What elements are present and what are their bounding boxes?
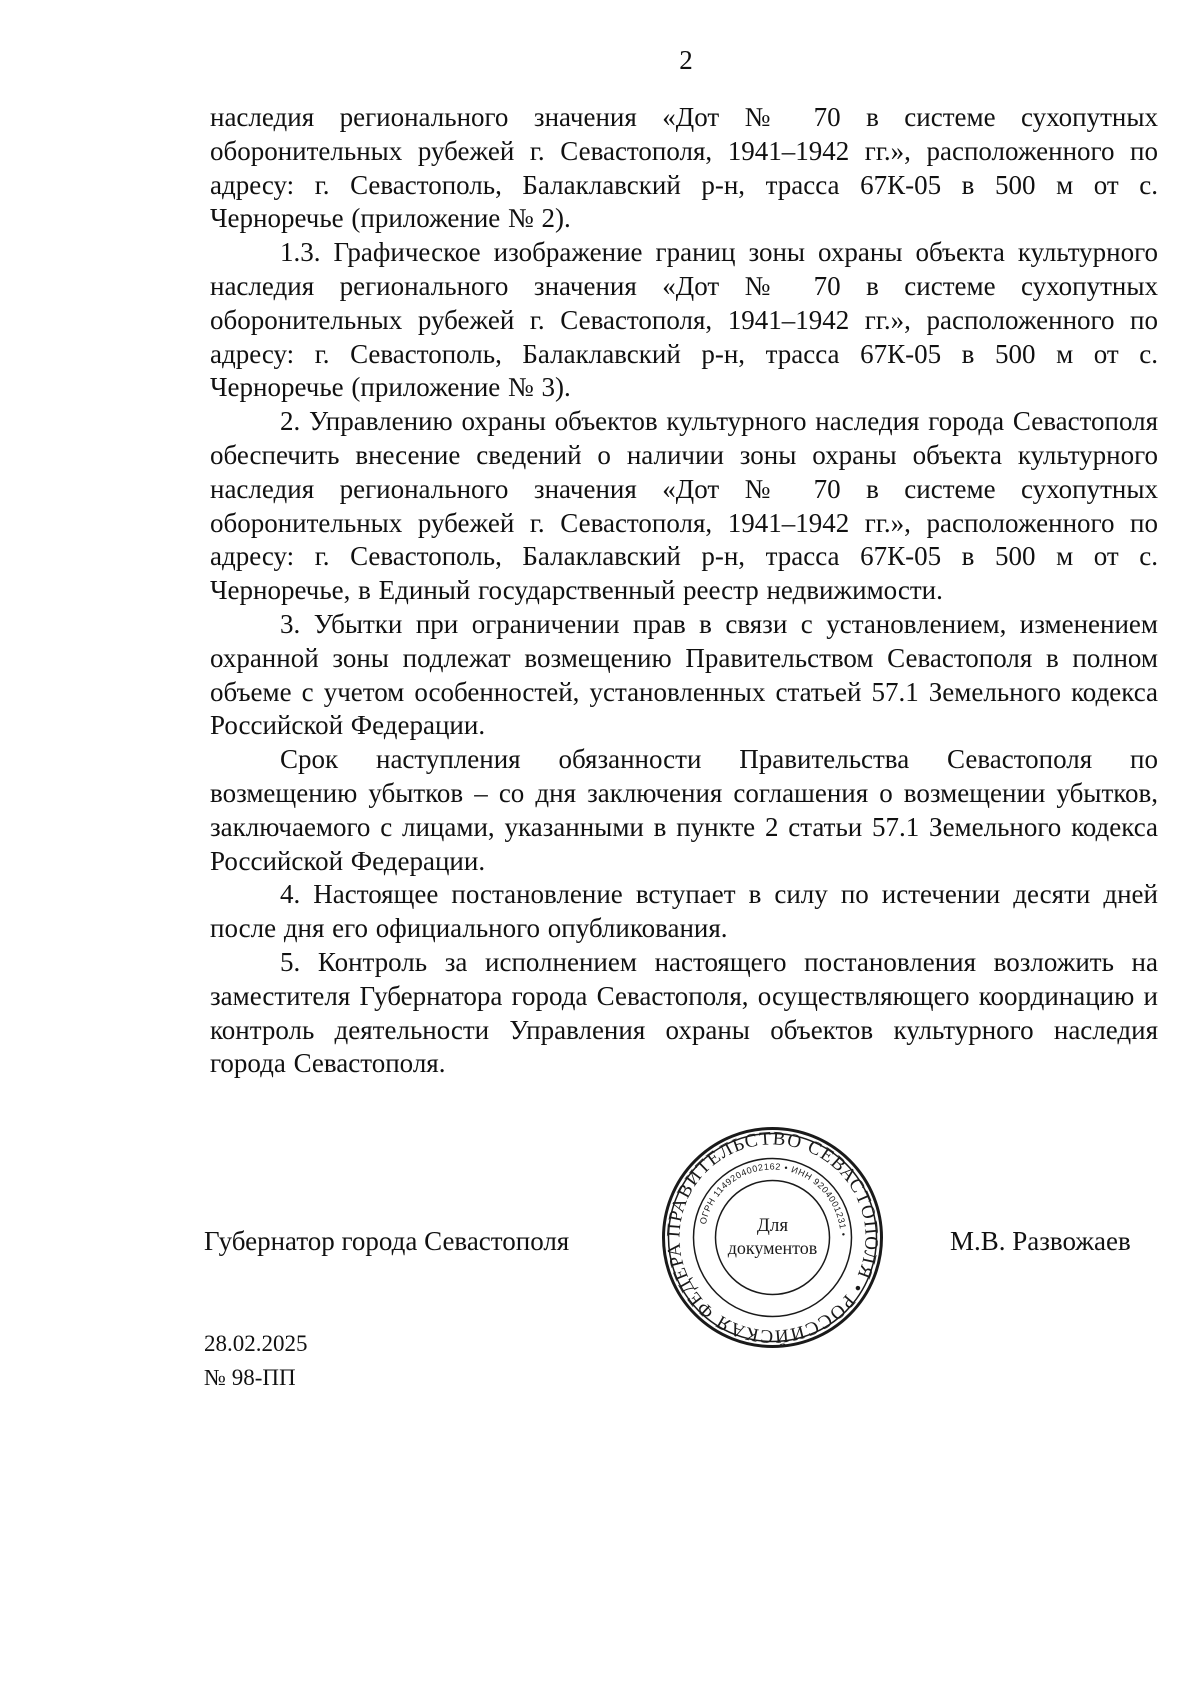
document-body xyxy=(210,101,1158,1081)
document-number: № 98-ПП xyxy=(204,1365,296,1390)
official-seal xyxy=(660,1125,885,1350)
signature-block xyxy=(0,1224,1200,1264)
page-number: 2 xyxy=(679,45,693,75)
seal-inner-text: ОГРН 1149204002162 • ИНН 9204001231 • xyxy=(697,1161,849,1237)
document-meta xyxy=(204,1327,308,1395)
paragraph-4: 4. Настоящее постановление вступает в силу по истечении десяти дней после дня его официального опубликования. xyxy=(210,879,1158,944)
paragraph-5: 5. Контроль за исполнением настоящего постановления возложить на заместителя Губернатора города Севастополя, осуществляющего координацию и контроль деятельности Управления охраны объектов культурного наследия города Севастополя. xyxy=(210,946,1158,1079)
seal-outer-text: ПРАВИТЕЛЬСТВО СЕВАСТОПОЛЯ • РОССИЙСКАЯ ФЕДЕРА xyxy=(663,1128,882,1347)
paragraph-continuation: наследия регионального значения «Дот № 70 в системе сухопутных оборонительных рубежей г. Севастополя, 1941–1942 гг.», расположенного по адресу: г. Севастополь, Балаклавский р-н, трасса 67К-05 в 500 м от с. Черноречье (приложение № 2). xyxy=(210,102,1158,234)
seal-center-line-1: Для xyxy=(756,1215,789,1236)
signatory-name: М.В. Развожаев xyxy=(950,1226,1131,1256)
paragraph-2: 2. Управлению охраны объектов культурного наследия города Севастополя обеспечить внесение сведений о наличии зоны охраны объекта культурного наследия регионального значения «Дот № 70 в системе сухопутных оборонительных рубежей г. Севастополя, 1941–1942 гг.», расположенного по адресу: г. Севастополь, Балаклавский р-н, трасса 67К-05 в 500 м от с. Черноречье, в Единый государственный реестр недвижимости. xyxy=(210,406,1158,606)
document-date: 28.02.2025 xyxy=(204,1331,308,1356)
paragraph-3: 3. Убытки при ограничении прав в связи с установлением, изменением охранной зоны подлежат возмещению Правительством Севастополя в полном объеме с учетом особенностей, установленных статьей 57.1 Земельного кодекса Российской Федерации. xyxy=(210,608,1158,741)
seal-icon xyxy=(660,1125,885,1350)
signatory-title: Губернатор города Севастополя xyxy=(204,1226,570,1256)
paragraph-1-3: 1.3. Графическое изображение границ зоны охраны объекта культурного наследия регионального значения «Дот № 70 в системе сухопутных оборонительных рубежей г. Севастополя, 1941–1942 гг.», расположенного по адресу: г. Севастополь, Балаклавский р-н, трасса 67К-05 в 500 м от с. Черноречье (приложение № 3). xyxy=(210,237,1158,403)
paragraph-3-deadline: Срок наступления обязанности Правительства Севастополя по возмещению убытков – со дня заключения соглашения о возмещении убытков, заключаемого с лицами, указанными в пункте 2 статьи 57.1 Земельного кодекса Российской Федерации. xyxy=(210,744,1158,876)
seal-center-line-2: документов xyxy=(727,1238,818,1258)
